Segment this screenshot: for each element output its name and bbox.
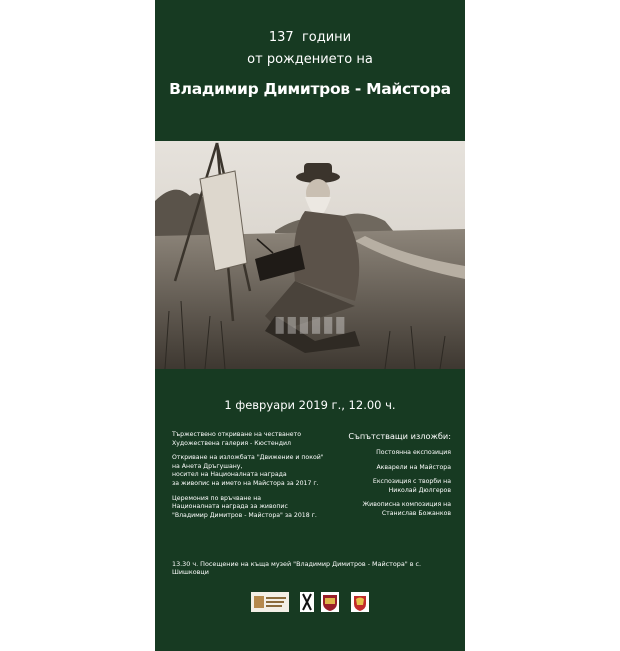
ministry-logo: [351, 592, 369, 612]
exhibition-item: [333, 501, 451, 518]
program-line: Тържествено откриване на честването: [172, 431, 302, 438]
sepia-photo-illustration: [155, 141, 465, 369]
exhibitions-column: [333, 431, 451, 525]
exhibition-line: Постоянна експозиция: [376, 449, 451, 456]
coat-of-arms-logo: [321, 592, 339, 612]
exhibition-item: [333, 449, 451, 458]
program-line: Художествена галерия - Кюстендил: [172, 439, 291, 447]
program-item: [172, 454, 332, 488]
sponsor-logos: [155, 592, 465, 616]
artist-painting-photo: [155, 141, 465, 369]
exhibitions-title: Съпътстващи изложби:: [348, 431, 451, 441]
anniversary-line: 137 години: [268, 30, 352, 45]
program-line: "Владимир Димитров - Майстора" за 2018 г.: [172, 511, 317, 519]
program-line: Церемония по връчване на: [172, 494, 262, 502]
program-line: носител на Националната награда: [172, 471, 287, 479]
event-poster: [155, 0, 465, 651]
program-line: за живопис на името на Майстора за 2017 г.: [172, 479, 319, 487]
program-line: на Анета Дръгушану,: [172, 462, 243, 470]
exhibition-line: Акварели на Майстора: [376, 463, 451, 471]
museum-visit-note: 13.30 ч. Посещение на къща музей "Владимир Димитров - Майстора" в с. Шишковци: [172, 560, 422, 576]
exhibition-item: [333, 464, 451, 473]
exhibition-line: Станислав Божанков: [381, 509, 451, 517]
municipal-logo: [300, 592, 314, 612]
exhibition-item: [333, 478, 451, 495]
program-item: [172, 495, 332, 521]
program-column: [172, 431, 332, 526]
gallery-logo: [251, 592, 289, 612]
svg-text:▮▮▮▮▮▮: ▮▮▮▮▮▮: [273, 312, 347, 337]
exhibition-line: Експозиция с творби на: [372, 478, 451, 486]
exhibition-line: Николай Дюлгеров: [388, 486, 451, 494]
artist-name: Владимир Димитров - Майстора: [169, 80, 451, 98]
program-line: Националната награда за живопис: [172, 503, 288, 511]
birth-line: от рождението на: [247, 52, 373, 67]
program-line: Откриване на изложбата "Движение и покой": [172, 454, 324, 462]
program-item: [172, 431, 332, 448]
exhibition-line: Живописна композиция на: [362, 501, 451, 509]
poster-header: [155, 0, 465, 141]
event-date: 1 февруари 2019 г., 12.00 ч.: [224, 398, 396, 412]
